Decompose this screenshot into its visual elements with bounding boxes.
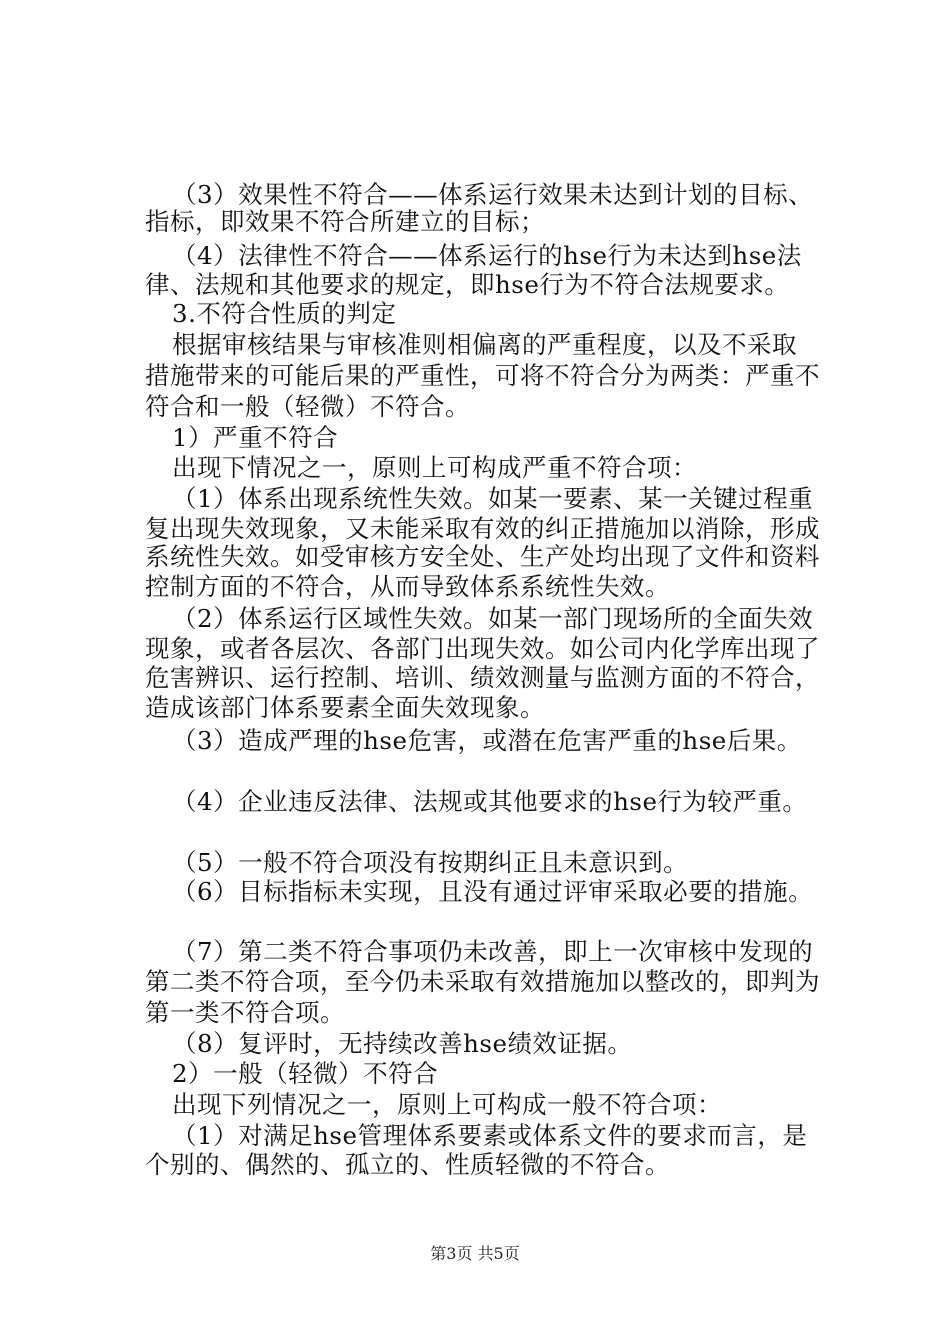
text-line: 出现下列情况之一，原则上可构成一般不符合项： xyxy=(172,1090,722,1119)
text-line: （1）对满足hse管理体系要素或体系文件的要求而言，是 xyxy=(172,1121,808,1150)
text-line: （2）体系运行区域性失效。如某一部门现场所的全面失效 xyxy=(172,604,814,633)
text-line: （4）企业违反法律、法规或其他要求的hse行为较严重。 xyxy=(172,787,808,816)
text-line: 出现下情况之一，原则上可构成严重不符合项： xyxy=(172,453,697,482)
text-line: 现象，或者各层次、各部门出现失效。如公司内化学库出现了 xyxy=(145,634,820,663)
text-line: 系统性失效。如受审核方安全处、生产处均出现了文件和资料 xyxy=(145,542,820,571)
text-line: 危害辨识、运行控制、培训、绩效测量与监测方面的不符合， xyxy=(145,663,820,692)
text-line: （4）法律性不符合——体系运行的hse行为未达到hse法 xyxy=(172,241,802,270)
text-line: 第二类不符合项，至今仍未采取有效措施加以整改的，即判为 xyxy=(145,967,820,996)
text-line: （1）体系出现系统性失效。如某一要素、某一关键过程重 xyxy=(172,484,814,513)
subsection-heading: 2）一般（轻微）不符合 xyxy=(172,1059,439,1088)
text-line: 第一类不符合项。 xyxy=(145,998,345,1027)
text-line: 措施带来的可能后果的严重性，可将不符合分为两类：严重不 xyxy=(145,361,820,390)
section-heading: 3.不符合性质的判定 xyxy=(172,299,397,328)
text-line: 符合和一般（轻微）不符合。 xyxy=(145,392,470,421)
text-line: （5）一般不符合项没有按期纠正且未意识到。 xyxy=(172,848,689,877)
subsection-heading: 1）严重不符合 xyxy=(172,423,339,452)
text-line: （3）造成严理的hse危害，或潜在危害严重的hse后果。 xyxy=(172,726,802,755)
text-line: 复出现失效现象，又未能采取有效的纠正措施加以消除，形成 xyxy=(145,514,820,543)
text-line: （8）复评时，无持续改善hse绩效证据。 xyxy=(172,1029,633,1058)
page-number: 第3页 共5页 xyxy=(430,1244,520,1263)
text-line: （3）效果性不符合——体系运行效果未达到计划的目标、 xyxy=(172,180,814,209)
text-line: 造成该部门体系要素全面失效现象。 xyxy=(145,693,545,722)
text-line: （6）目标指标未实现，且没有通过评审采取必要的措施。 xyxy=(172,877,814,906)
text-line: 控制方面的不符合，从而导致体系系统性失效。 xyxy=(145,572,670,601)
text-line: （7）第二类不符合事项仍未改善，即上一次审核中发现的 xyxy=(172,937,814,966)
text-line: 根据审核结果与审核准则相偏离的严重程度，以及不采取 xyxy=(172,330,797,359)
text-line: 个别的、偶然的、孤立的、性质轻微的不符合。 xyxy=(145,1150,670,1179)
text-line: 指标，即效果不符合所建立的目标； xyxy=(145,207,545,236)
text-line: 律、法规和其他要求的规定，即hse行为不符合法规要求。 xyxy=(145,270,790,299)
